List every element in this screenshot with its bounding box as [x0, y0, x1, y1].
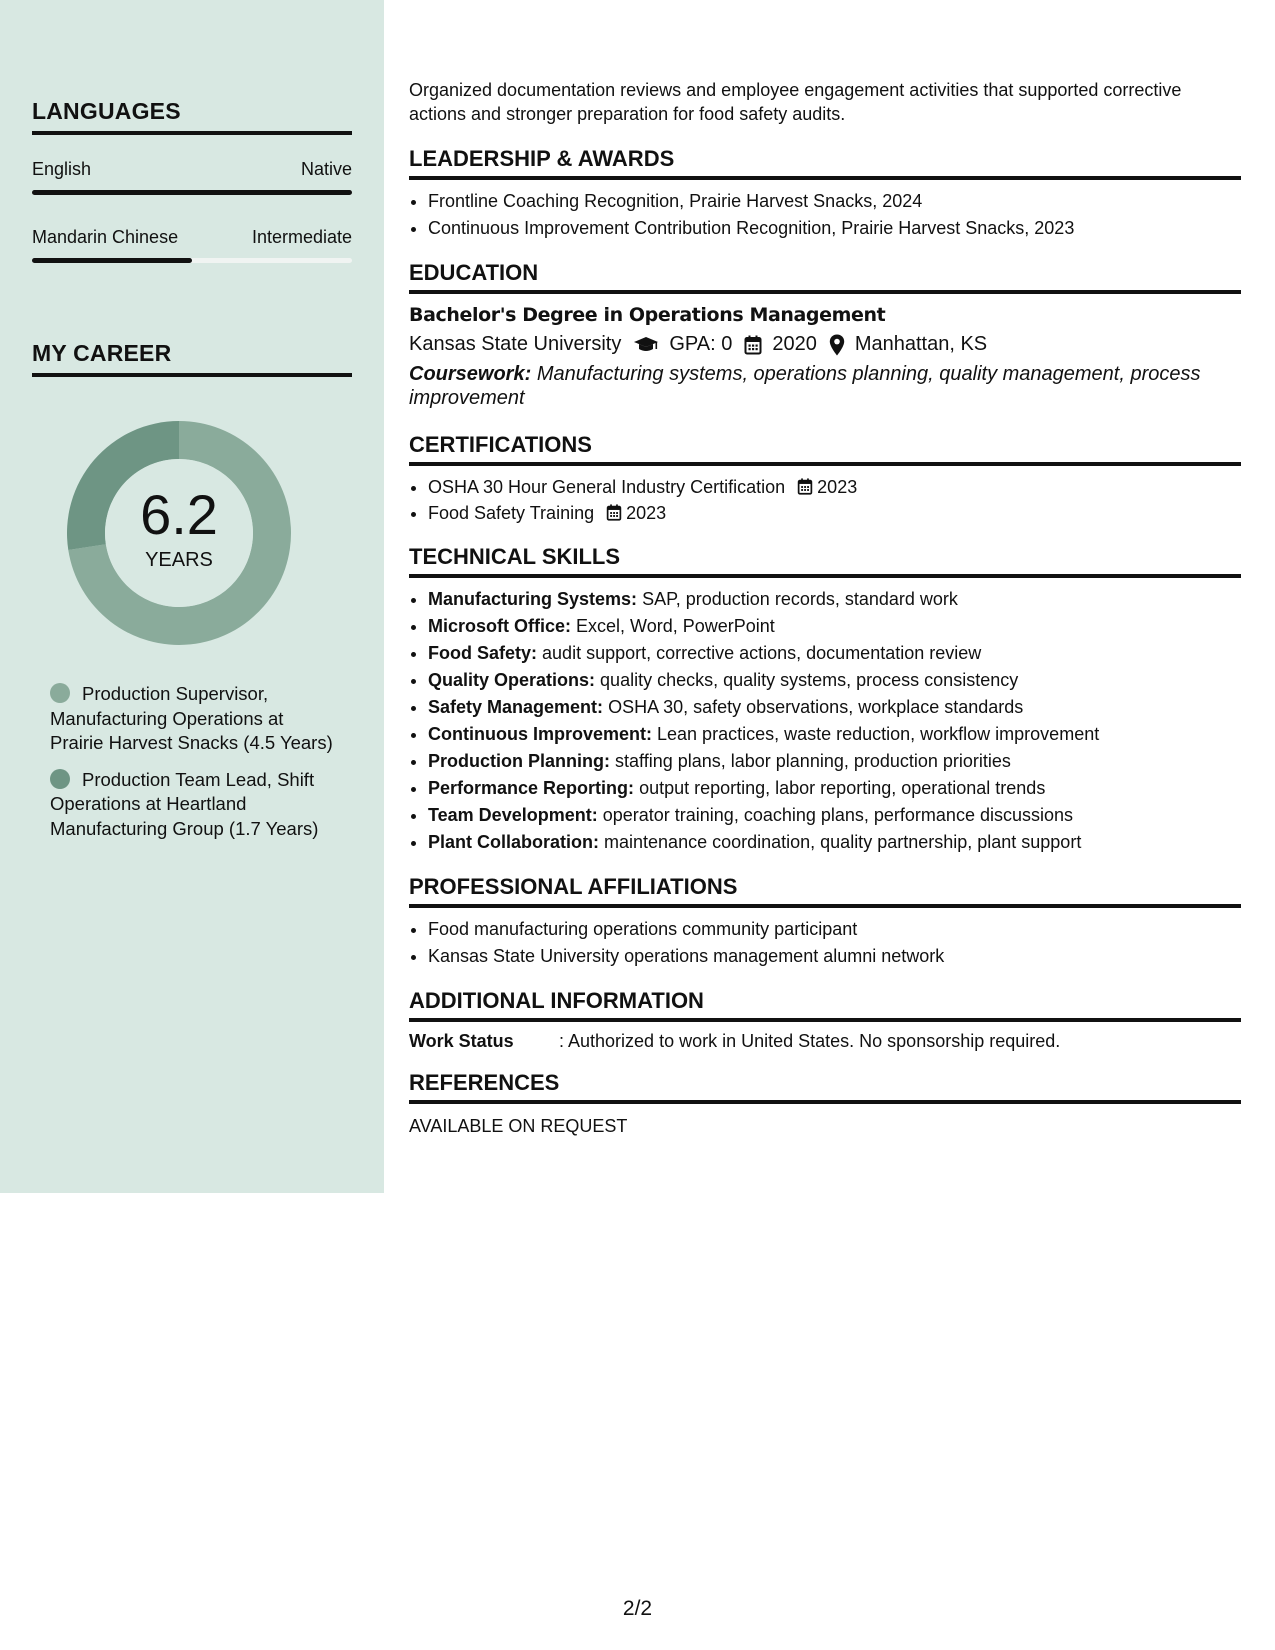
skill-item	[428, 802, 1241, 829]
additional-info-heading: ADDITIONAL INFORMATION	[409, 988, 1241, 1022]
references-text: AVAILABLE ON REQUEST	[409, 1116, 628, 1136]
skill-value: operator training, coaching plans, performance discussions	[602, 805, 1073, 825]
education-location: Manhattan, KS	[854, 333, 988, 355]
technical-skills-list	[409, 586, 1241, 856]
calendar-icon	[797, 478, 813, 495]
main-content	[409, 78, 1241, 1137]
page-number: 2/2	[622, 1597, 653, 1620]
skill-item	[428, 694, 1241, 721]
work-status-label: Work Status	[409, 1031, 514, 1051]
education-degree: Bachelor's Degree in Operations Management	[409, 304, 886, 326]
education-meta	[409, 333, 1241, 356]
certification-year: 2023	[817, 477, 858, 497]
languages-section	[32, 98, 352, 263]
skill-value: output reporting, labor reporting, operational trends	[639, 778, 1046, 798]
skill-label: Production Planning:	[428, 751, 610, 771]
skill-item	[428, 748, 1241, 775]
language-row	[32, 159, 352, 180]
skill-item	[428, 586, 1241, 613]
calendar-icon	[606, 504, 622, 521]
list-item: • Food manufacturing operations community participant	[428, 916, 1241, 943]
certifications-list	[409, 474, 1241, 526]
language-level: Intermediate	[251, 227, 352, 247]
work-status-value: : Authorized to work in United States. No sponsorship required.	[559, 1031, 1061, 1051]
list-item: • Kansas State University operations management alumni network	[428, 943, 1241, 970]
leadership-heading: LEADERSHIP & AWARDS	[409, 146, 1241, 180]
technical-skills-heading: TECHNICAL SKILLS	[409, 544, 1241, 578]
language-proficiency-fill	[32, 190, 352, 195]
skill-item	[428, 829, 1241, 856]
skill-value: maintenance coordination, quality partnership, plant support	[604, 832, 1082, 852]
career-heading: MY CAREER	[32, 340, 352, 377]
affiliations-heading: PROFESSIONAL AFFILIATIONS	[409, 874, 1241, 908]
skill-value: SAP, production records, standard work	[642, 589, 958, 609]
career-section	[32, 340, 352, 377]
list-item	[428, 474, 1241, 500]
education-year: 2020	[772, 333, 817, 355]
skill-item	[428, 640, 1241, 667]
languages-heading: LANGUAGES	[32, 98, 352, 135]
legend-dot-icon	[50, 769, 70, 789]
language-name: Mandarin Chinese	[32, 227, 179, 247]
education-coursework	[409, 362, 1241, 410]
location-pin-icon	[829, 334, 845, 356]
skill-item	[428, 775, 1241, 802]
skill-label: Food Safety:	[428, 643, 538, 663]
calendar-icon	[744, 335, 762, 355]
career-legend-item	[50, 768, 340, 842]
legend-dot-icon	[50, 683, 70, 703]
skill-label: Continuous Improvement:	[428, 724, 652, 744]
list-item: • Frontline Coaching Recognition, Prairie Harvest Snacks, 2024	[428, 188, 1241, 215]
skill-label: Safety Management:	[428, 697, 604, 717]
skill-value: OSHA 30, safety observations, workplace standards	[608, 697, 1024, 717]
certification-name: Food Safety Training	[428, 503, 595, 523]
career-donut-chart	[66, 420, 292, 646]
education-heading: EDUCATION	[409, 260, 1241, 294]
career-legend-text: Production Team Lead, Shift Operations at Heartland Manufacturing Group (1.7 Years)	[50, 768, 319, 839]
coursework-label: Coursework:	[409, 363, 532, 385]
language-proficiency-fill	[32, 258, 192, 263]
career-legend-item	[50, 682, 340, 756]
language-level: Native	[300, 159, 352, 179]
skill-item	[428, 667, 1241, 694]
language-name: English	[32, 159, 92, 179]
list-item	[428, 500, 1241, 526]
skill-label: Plant Collaboration:	[428, 832, 599, 852]
skill-value: Lean practices, waste reduction, workflow improvement	[657, 724, 1100, 744]
list-item: • Continuous Improvement Contribution Recognition, Prairie Harvest Snacks, 2023	[428, 215, 1241, 242]
skill-item	[428, 721, 1241, 748]
skill-value: audit support, corrective actions, documentation review	[542, 643, 982, 663]
skill-value: quality checks, quality systems, process consistency	[600, 670, 1019, 690]
education-gpa: GPA: 0	[669, 333, 733, 355]
affiliations-list	[409, 916, 1241, 970]
skill-label: Team Development:	[428, 805, 598, 825]
certification-year: 2023	[626, 503, 667, 523]
certifications-heading: CERTIFICATIONS	[409, 432, 1241, 466]
experience-continuation-text: Organized documentation reviews and employee engagement activities that supported corrective actions and stronger preparation for food safety audits.	[409, 80, 1182, 124]
career-years-unit: YEARS	[145, 548, 213, 571]
skill-label: Microsoft Office:	[428, 616, 572, 636]
sidebar	[0, 0, 384, 1193]
skill-label: Manufacturing Systems:	[428, 589, 638, 609]
skill-item	[428, 613, 1241, 640]
skill-label: Performance Reporting:	[428, 778, 635, 798]
work-status-row	[409, 1031, 1241, 1052]
references-heading: REFERENCES	[409, 1070, 1241, 1104]
skill-label: Quality Operations:	[428, 670, 596, 690]
donut-center-label	[66, 420, 292, 646]
certification-name: OSHA 30 Hour General Industry Certification	[428, 477, 786, 497]
career-total-years: 6.2	[140, 482, 218, 546]
language-proficiency-bar	[32, 258, 352, 263]
language-proficiency-bar	[32, 190, 352, 195]
language-row	[32, 227, 352, 248]
coursework-text: Manufacturing systems, operations planning, quality management, process improvement	[409, 363, 1201, 409]
education-school: Kansas State University	[409, 333, 622, 355]
career-legend-text: Production Supervisor, Manufacturing Operations at Prairie Harvest Snacks (4.5 Years)	[50, 683, 333, 753]
graduation-cap-icon	[633, 335, 659, 355]
skill-value: staffing plans, labor planning, production priorities	[615, 751, 1011, 771]
skill-value: Excel, Word, PowerPoint	[576, 616, 775, 636]
career-legend	[50, 682, 340, 853]
leadership-list	[409, 188, 1241, 242]
